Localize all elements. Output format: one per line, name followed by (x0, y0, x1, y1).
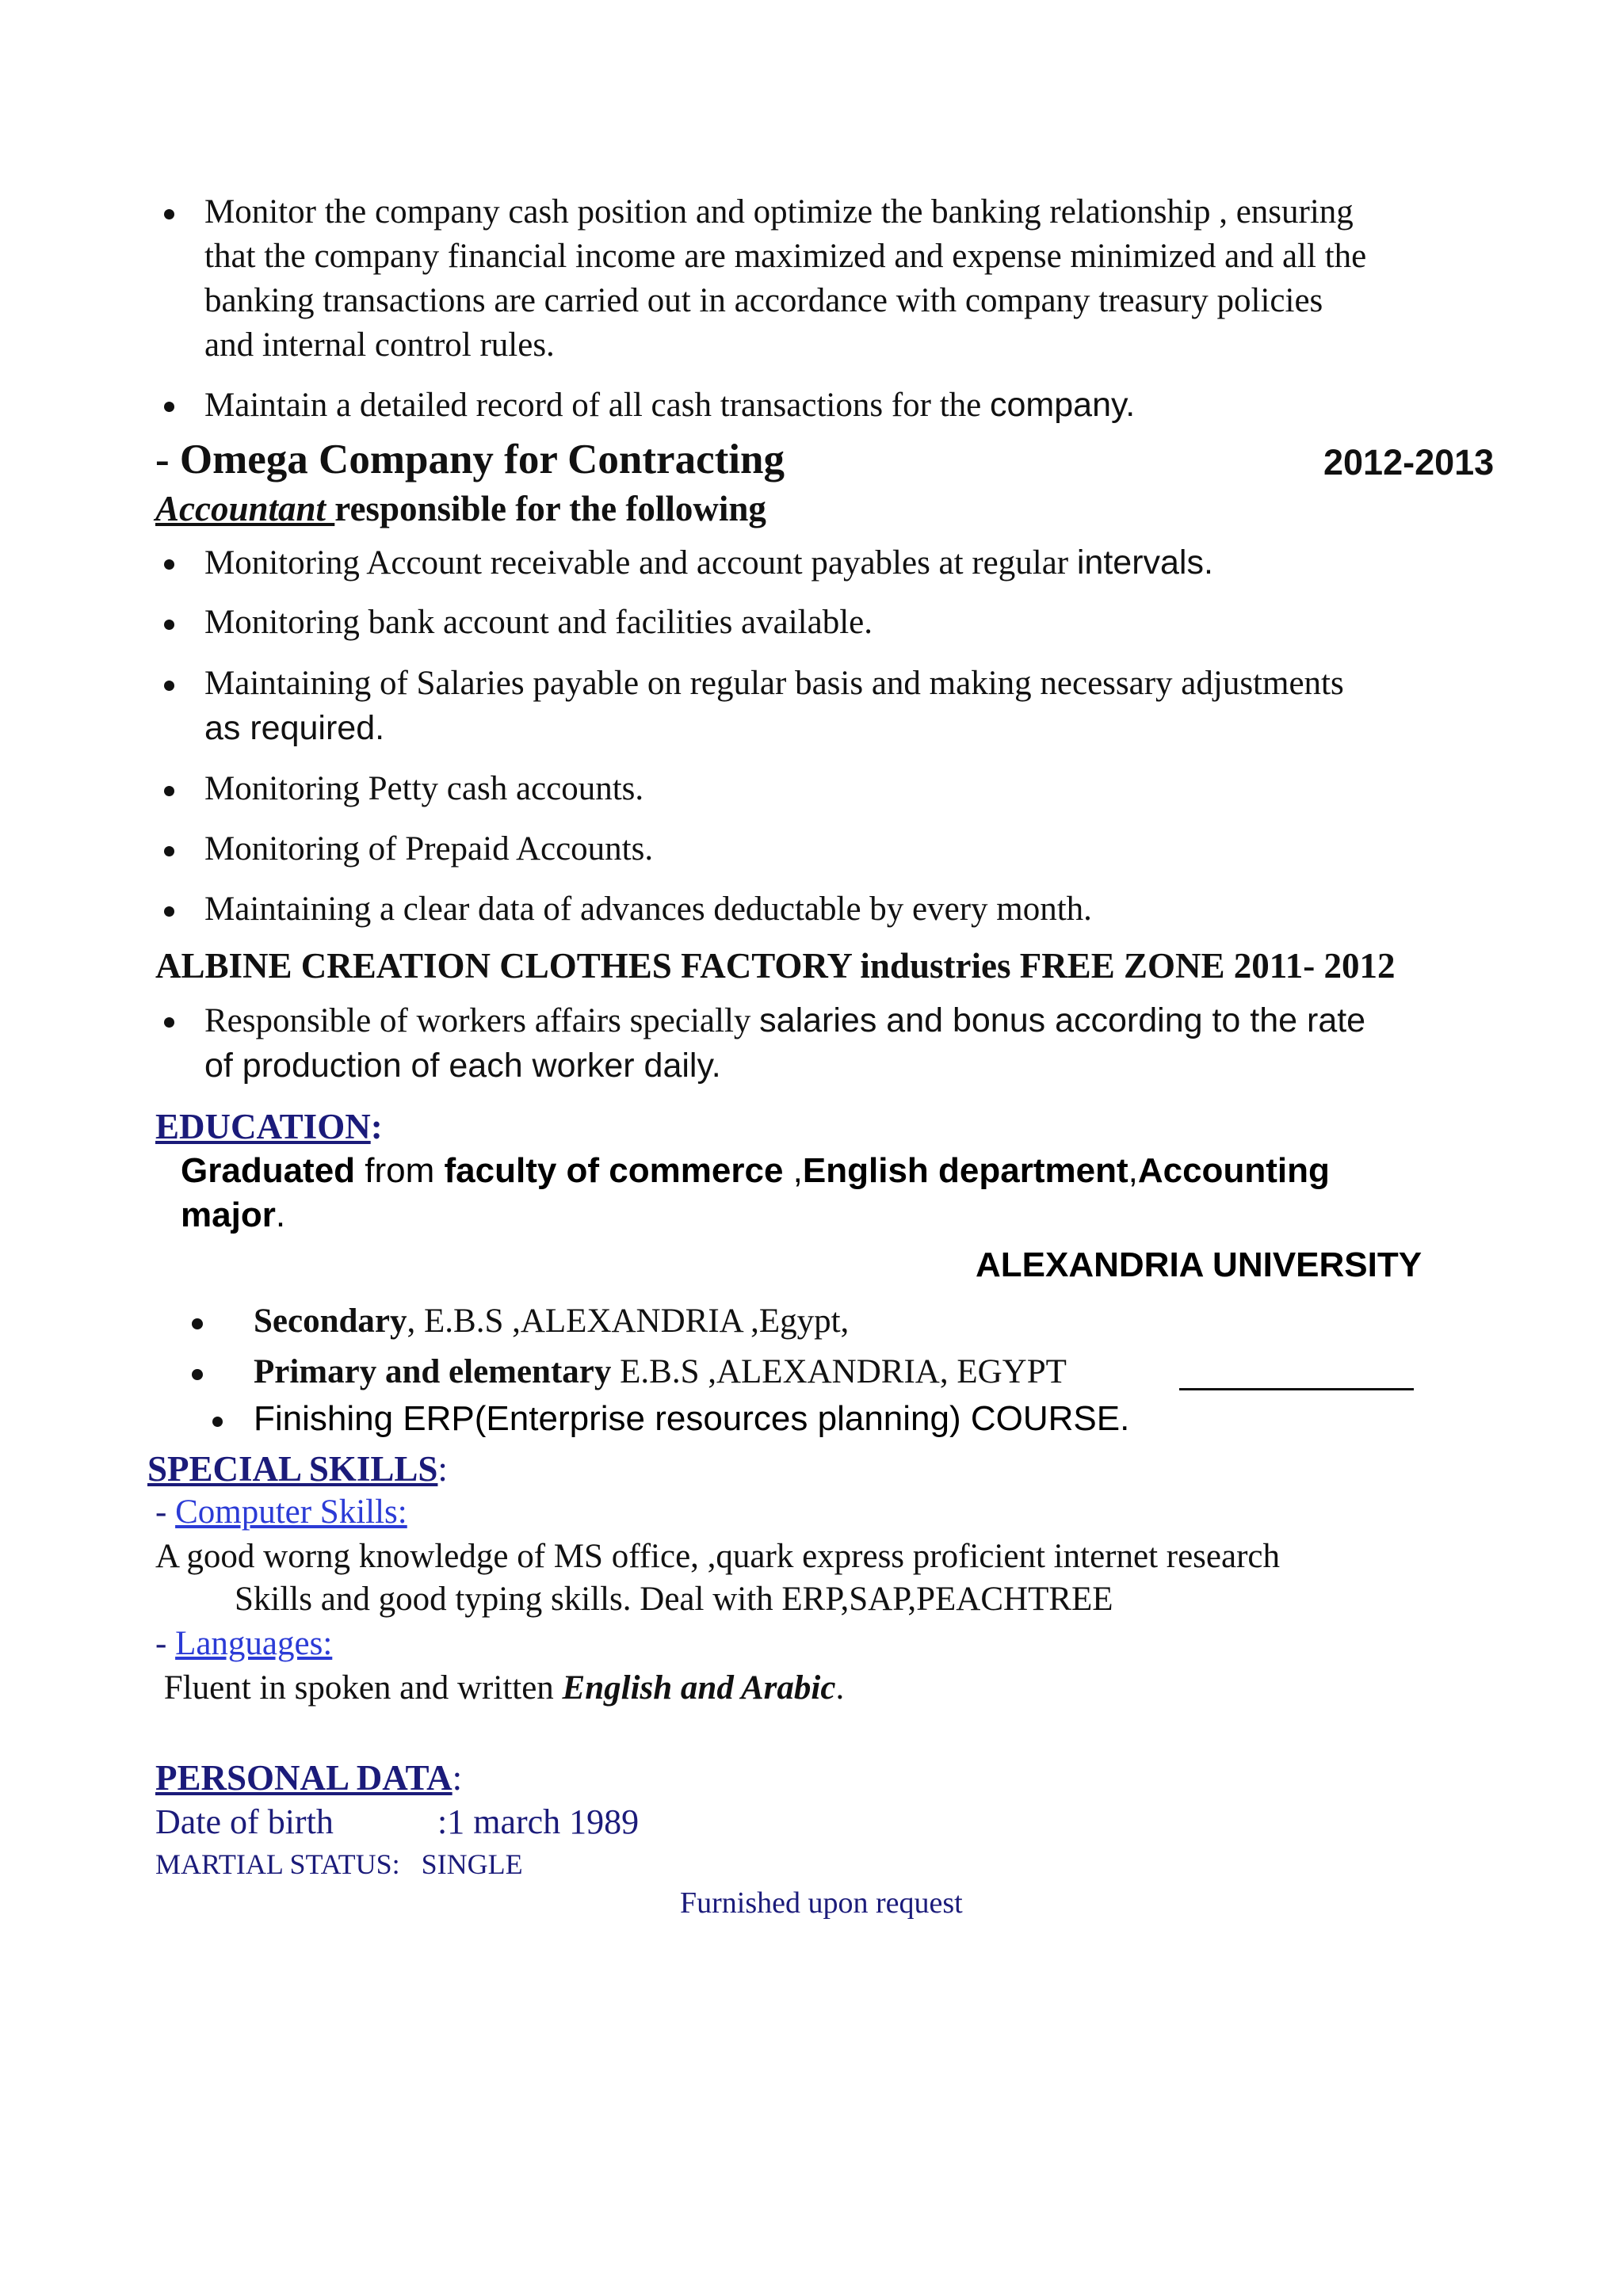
text-span: Maintain a detailed record of all cash transactions for the (204, 387, 990, 424)
bullet-icon (212, 1417, 223, 1427)
duty-item (204, 998, 1365, 1088)
heading-text: EDUCATION (155, 1107, 371, 1146)
duty-item (204, 662, 1344, 750)
text-span: . (835, 1669, 845, 1707)
heading-colon: : (437, 1449, 448, 1489)
text-line: and internal control rules. (204, 326, 555, 364)
bullet-icon (192, 1318, 203, 1329)
bullet-text-cash-position (204, 190, 1366, 368)
computer-skills-link[interactable]: Computer Skills: (175, 1493, 407, 1531)
computer-skills-label (155, 1493, 407, 1531)
job-title-albine: ALBINE CREATION CLOTHES FACTORY industries FREE ZONE 2011- 2012 (155, 946, 1396, 986)
heading-colon: : (370, 1107, 383, 1146)
education-item-secondary (254, 1299, 849, 1344)
text-span: . (275, 1196, 286, 1234)
special-skills-heading (147, 1448, 448, 1489)
bullet-icon (164, 1017, 174, 1028)
bullet-text-cash-record (204, 383, 1135, 428)
bullet-icon (164, 906, 174, 917)
text-span: Primary and elementary (254, 1353, 612, 1390)
job-years-omega: 2012-2013 (1323, 442, 1495, 482)
role-rest: responsible for the following (334, 489, 766, 528)
languages-label (155, 1624, 332, 1663)
references-text: Furnished upon request (680, 1886, 963, 1920)
text-span: Secondary (254, 1302, 407, 1340)
graduation-text (181, 1149, 1330, 1238)
text-span: Monitoring Account receivable and account payables at regular (204, 544, 1077, 582)
computer-skills-line: Skills and good typing skills. Deal with ERP,SAP,PEACHTREE (235, 1581, 1113, 1618)
text-line: Maintaining of Salaries payable on regular basis and making necessary adjustments (204, 665, 1344, 702)
text-span: Fluent in spoken and written (155, 1669, 563, 1707)
text-span: - (155, 1625, 176, 1662)
text-span: Accounting (1137, 1151, 1330, 1190)
text-span: , (1128, 1151, 1138, 1190)
text-line: as required. (204, 709, 385, 747)
university-name: ALEXANDRIA UNIVERSITY (976, 1245, 1423, 1284)
personal-data-heading (155, 1757, 462, 1798)
bullet-icon (164, 402, 174, 412)
bullet-icon (164, 846, 174, 856)
dob-label: Date of birth (155, 1802, 334, 1841)
job-title-omega: - Omega Company for Contracting (155, 437, 785, 482)
text-span: E.B.S ,ALEXANDRIA, EGYPT (611, 1353, 1067, 1390)
duty-item: Maintaining a clear data of advances deductable by every month. (204, 891, 1092, 928)
heading-text: PERSONAL DATA (155, 1758, 453, 1798)
duty-item: Monitoring Petty cash accounts. (204, 770, 644, 807)
languages-link[interactable]: Languages: (175, 1625, 333, 1662)
education-heading (155, 1106, 383, 1147)
text-span: company. (990, 386, 1136, 424)
duty-item: Monitoring bank account and facilities available. (204, 604, 873, 641)
education-item-course: Finishing ERP(Enterprise resources planning) COURSE. (254, 1399, 1130, 1438)
bullet-icon (164, 786, 174, 796)
text-span: , E.B.S ,ALEXANDRIA ,Egypt, (407, 1302, 850, 1340)
text-span: major (181, 1196, 276, 1234)
text-span: Responsible of workers affairs specially (204, 1002, 760, 1039)
text-line: banking transactions are carried out in accordance with company treasury policies (204, 282, 1323, 319)
heading-text: SPECIAL SKILLS (147, 1449, 438, 1489)
text-span: English and Arabic (562, 1669, 836, 1707)
text-line: that the company financial income are maximized and expense minimized and all the (204, 238, 1367, 275)
bullet-icon (164, 559, 174, 570)
dob-value: :1 march 1989 (437, 1802, 640, 1841)
text-line: of production of each worker daily. (204, 1047, 721, 1085)
underline-rule (1179, 1388, 1414, 1390)
text-span: from (355, 1151, 445, 1190)
education-item-primary (254, 1350, 1067, 1394)
languages-text (155, 1669, 844, 1707)
duty-item (204, 540, 1213, 585)
role-label: Accountant (155, 489, 335, 528)
marital-status: MARTIAL STATUS: SINGLE (155, 1848, 523, 1880)
bullet-icon (164, 620, 174, 630)
text-span: - (155, 1493, 176, 1531)
text-span: English department (802, 1151, 1128, 1190)
text-line: Monitor the company cash position and optimize the banking relationship , ensuring (204, 193, 1354, 231)
text-span: faculty of commerce (444, 1151, 784, 1190)
text-span: , (783, 1151, 803, 1190)
computer-skills-line: A good worng knowledge of MS office, ,quark express proficient internet research (155, 1538, 1280, 1575)
bullet-icon (164, 681, 174, 691)
job-role-omega (155, 488, 766, 529)
duty-item: Monitoring of Prepaid Accounts. (204, 830, 654, 868)
text-span: salaries and bonus according to the rate (759, 1001, 1366, 1039)
bullet-icon (164, 209, 174, 219)
bullet-icon (192, 1369, 203, 1380)
heading-colon: : (452, 1758, 463, 1798)
text-span: Graduated (181, 1151, 356, 1190)
text-span: intervals. (1076, 543, 1213, 582)
